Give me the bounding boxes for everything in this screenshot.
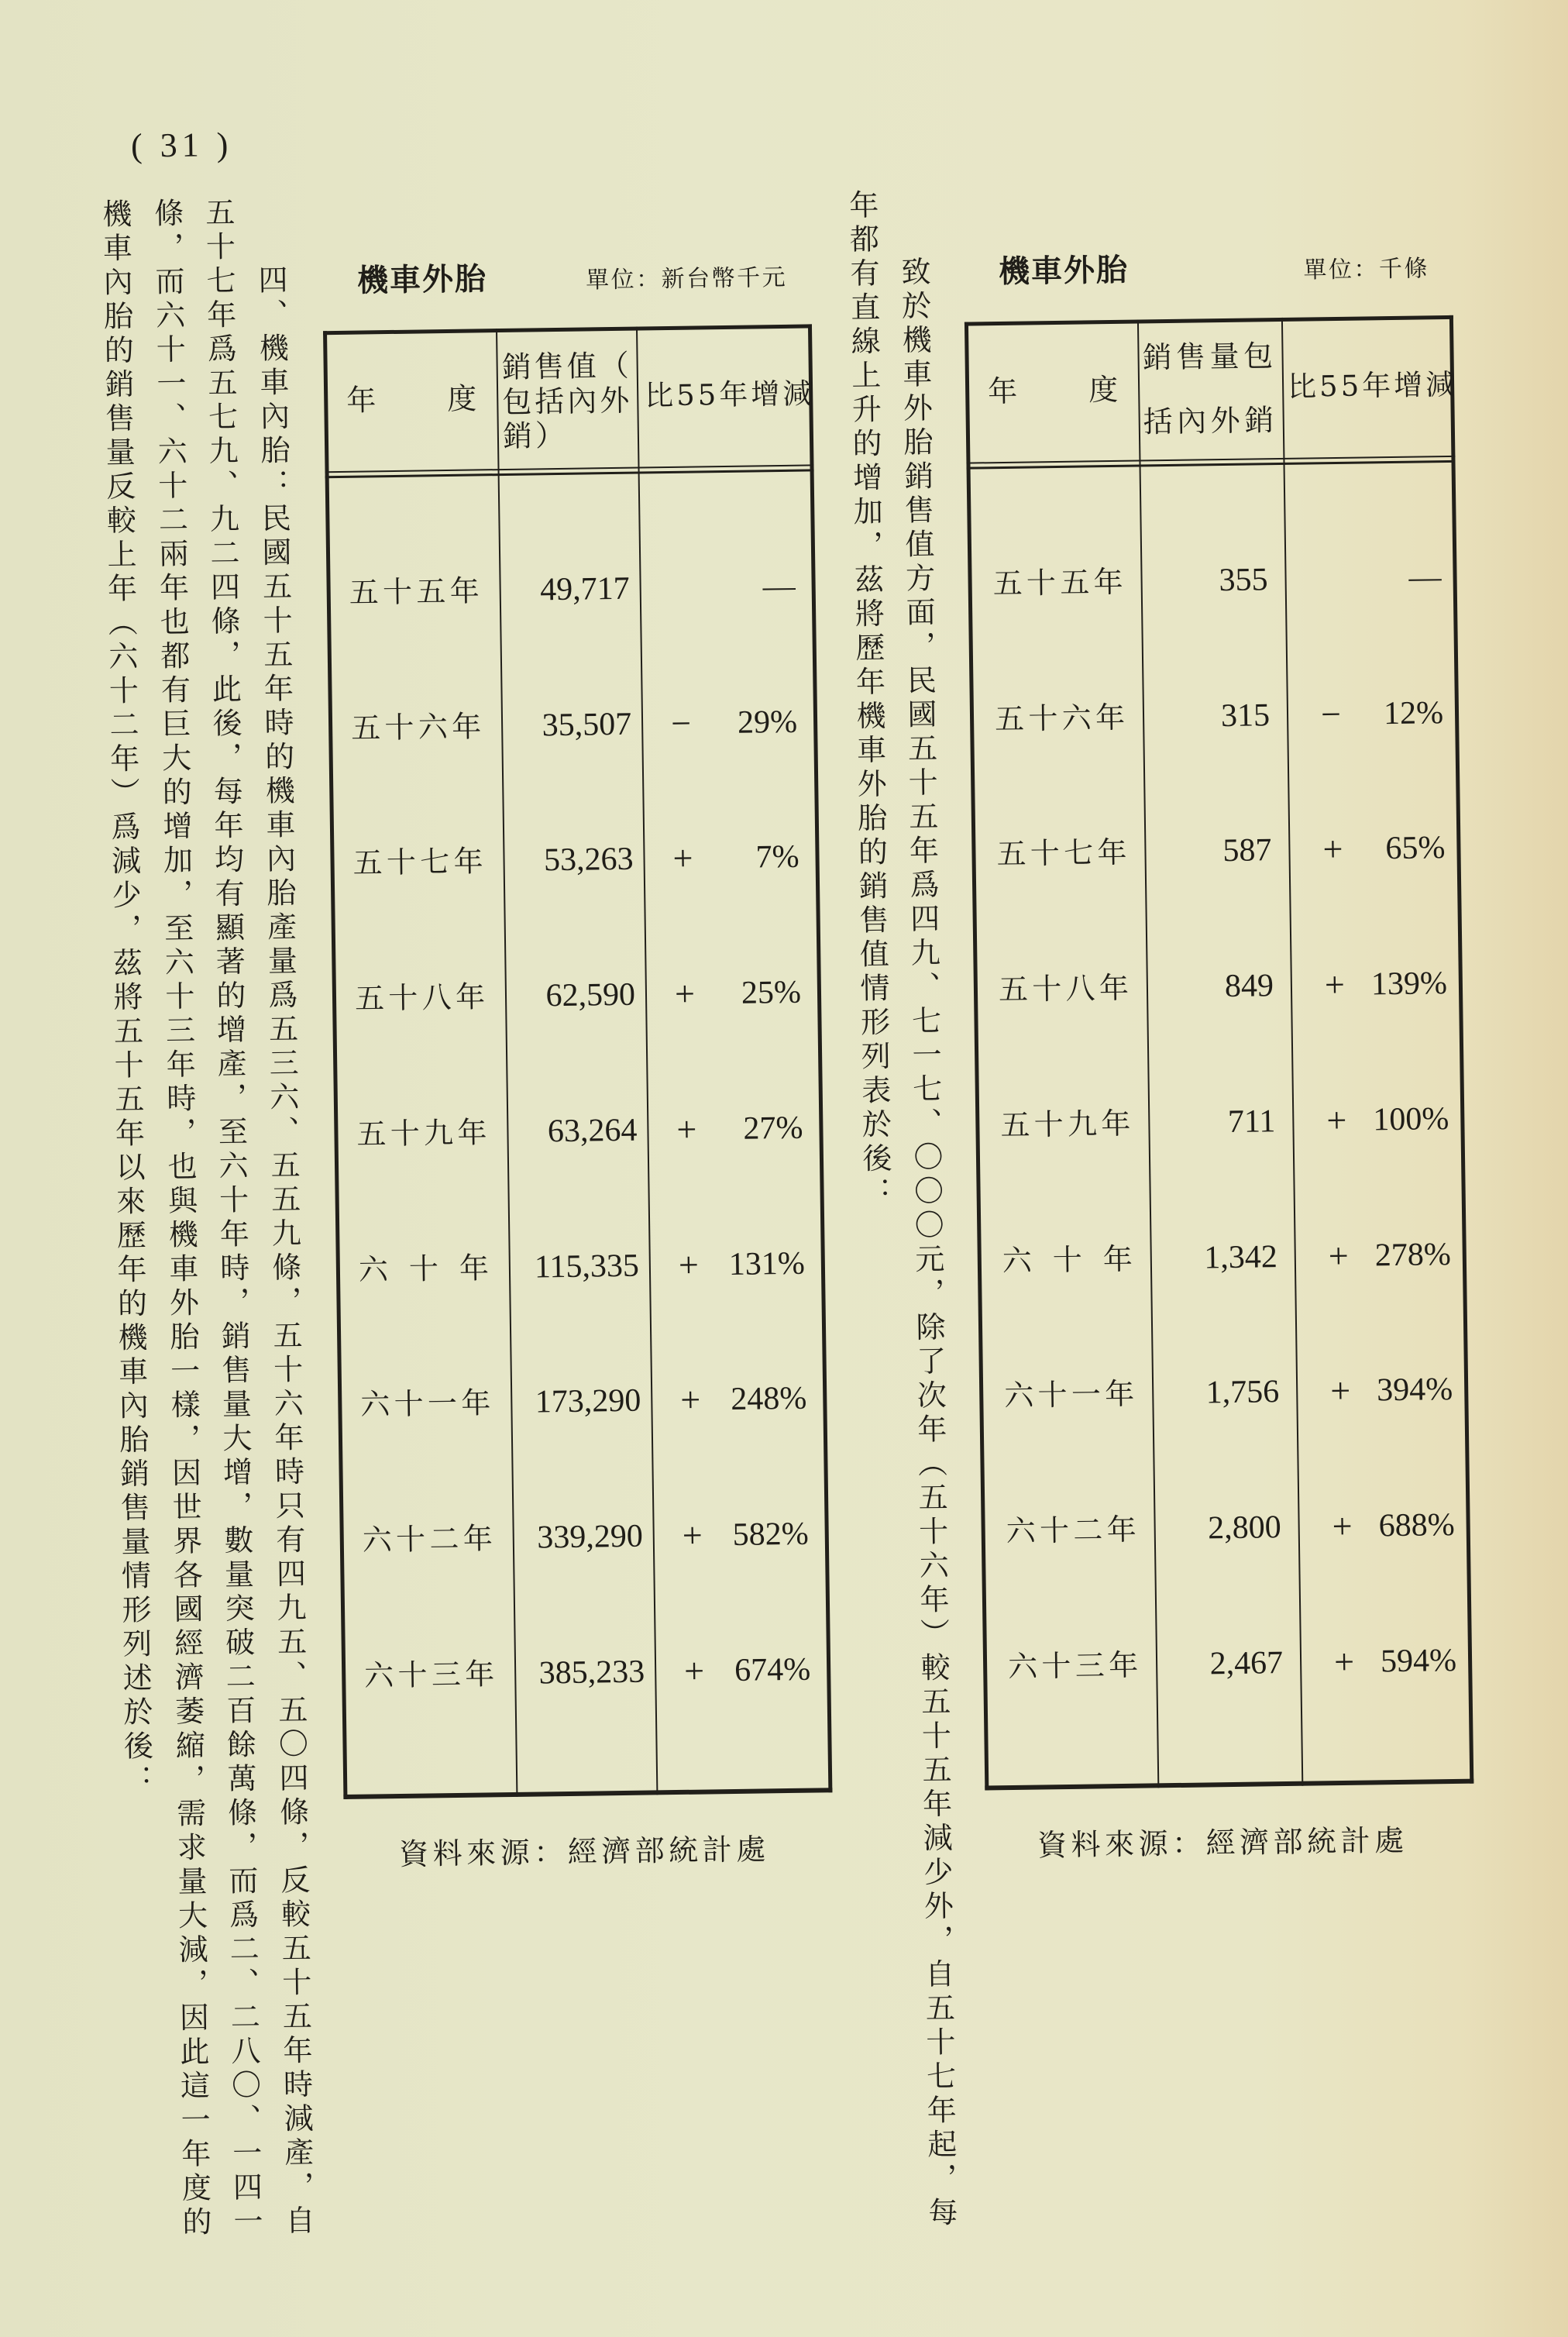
table-border-left [323,331,347,1799]
row-sign: + [678,1244,700,1285]
row-year: 六十二年 [362,1521,493,1557]
row-change: 594% [1380,1642,1457,1680]
row-value: 339,290 [536,1518,644,1556]
table-row [971,828,1461,874]
column-divider [636,327,658,1795]
row-change: 674% [734,1651,811,1688]
row-value: 849 [1224,968,1274,1005]
row-change: 12% [1383,695,1444,732]
value-table-source: 資料來源：經濟部統計處 [398,1832,770,1872]
table-row [974,964,1463,1010]
row-year: 六十三年 [363,1657,495,1693]
row-year: 五十六年 [350,709,482,745]
header-year-char: 年 [346,383,377,418]
row-value: 49,717 [539,570,631,608]
table-row [342,1650,831,1695]
row-change: 25% [741,974,802,1011]
header-change: 比55年增減 [1287,367,1458,404]
table-row [334,1108,824,1154]
value-table-unit: 單位：新台幣千元 [585,263,788,294]
header-year-char: 度 [1088,372,1119,408]
row-change: — [1408,559,1442,596]
row-sign: + [676,1109,697,1149]
header-value-line: 銷售量包 [1142,339,1277,375]
header-year-char: 年 [987,373,1018,409]
row-change: 100% [1373,1101,1449,1138]
row-change: — [762,568,796,605]
row-year: 六十一年 [1003,1376,1135,1413]
row-sign: + [1328,1235,1350,1276]
row-sign: + [679,1379,701,1420]
row-change: 248% [730,1380,807,1418]
row-value: 1,342 [1203,1239,1278,1276]
table-row [338,1378,827,1424]
row-sign: + [1333,1641,1355,1682]
row-value: 355 [1219,562,1268,599]
row-year: 五十六年 [994,700,1126,737]
row-change: 139% [1370,965,1448,1003]
header-year [988,370,1119,411]
header-value-line: 包括內外 [502,383,633,419]
row-year: 六十二年 [1006,1512,1137,1549]
row-sign: + [682,1515,703,1555]
header-year [346,379,477,419]
table-row [332,972,822,1018]
row-sign: − [670,703,692,743]
row-year: 五十八年 [354,979,486,1016]
row-value: 315 [1220,697,1271,735]
row-year: 五十九年 [356,1115,487,1151]
row-change: 29% [737,704,798,741]
text-column-1: 四、機車內胎：民國五十五年時的機車內胎產量爲五三六、五五九條，五十六年時只有四九五、五〇四條，反較五十五年時減產，自 [253,263,315,2239]
row-sign: + [1322,828,1343,869]
row-sign: − [1320,694,1342,735]
text-column-2: 五十七年爲五七九、九二四條，此後，每年均有顯著的增產，至六十年時，銷售量大增，數量突破二百餘萬條，而爲二、二八〇、一四一 [200,196,263,2240]
tire-volume-table [965,315,1473,1791]
row-value: 63,264 [547,1112,638,1150]
page-number: ( 31 ) [130,125,233,165]
row-value: 115,335 [534,1248,640,1286]
table-row [981,1506,1470,1551]
row-change: 27% [743,1110,803,1147]
row-sign [1317,559,1341,598]
row-change: 582% [732,1516,810,1553]
text-column-1: 致於機車外胎銷售值方面，民國五十五年爲四九、七一七、〇〇〇元，除了次年（五十六年）較五十五年減少外，自五十七年起，每 [896,256,958,2232]
volume-table-unit: 單位：千條 [1303,255,1430,284]
text-column-2: 年都有直線上升的增加，茲將歷年機車外胎的銷售值情形列表於後： [844,189,892,1211]
row-year: 五十九年 [1000,1106,1131,1143]
table-border-top [965,315,1453,326]
row-change: 394% [1376,1371,1453,1409]
text-column-3: 條，而六十一、六十二兩年也都有巨大的增加，至六十三年時，也與機車外胎一樣，因世界各國經濟萎縮，需求量大減，因此這一年度的 [149,197,212,2241]
table-border-right [808,324,832,1792]
table-border-left [965,322,989,1791]
row-change: 7% [755,838,799,876]
table-border-bottom [985,1779,1473,1791]
table-border-right [1449,315,1473,1784]
table-row [336,1244,826,1289]
row-year: 六十一年 [360,1385,491,1422]
row-sign: + [1324,964,1346,1005]
row-value: 385,233 [538,1654,645,1692]
row-change: 65% [1385,830,1446,867]
header-value-line: 銷售值（ [501,348,632,385]
column-divider [1137,320,1159,1788]
table-row [968,558,1457,604]
row-sign: + [1329,1370,1351,1411]
row-change: 688% [1378,1506,1455,1544]
header-value-line: 括內外銷 [1143,403,1279,439]
header-year-char: 度 [446,381,477,416]
table-row [975,1100,1465,1145]
row-value: 587 [1222,832,1272,869]
table-border-top [323,324,812,335]
table-row [977,1235,1467,1281]
row-sign: + [1332,1506,1353,1547]
table-row [970,694,1460,739]
row-sign: + [672,838,693,878]
row-value: 35,507 [542,706,632,744]
column-divider [1281,318,1303,1786]
value-table-title: 機車外胎 [356,261,488,299]
tire-value-table [323,324,832,1799]
table-row [328,702,818,748]
row-value: 711 [1227,1103,1276,1141]
table-row [979,1370,1469,1416]
row-year: 五十五年 [992,564,1123,601]
row-year: 六十三年 [1007,1647,1139,1685]
row-sign: + [1326,1100,1347,1141]
table-row [983,1641,1473,1687]
row-year: 五十七年 [996,835,1127,872]
row-year: 五十七年 [352,844,483,880]
row-value: 173,290 [535,1382,641,1420]
row-year: 五十八年 [998,970,1130,1007]
table-border-bottom [343,1788,832,1799]
row-year: 五十五年 [349,573,480,610]
volume-table-title: 機車外胎 [998,252,1130,291]
text-column-4: 機車內胎的銷售量反較上年（六十二年）爲減少，茲將五十五年以來歷年的機車內胎銷售量情形列述於後： [97,198,154,1799]
header-value-line: 銷） [502,418,569,453]
row-value: 53,263 [543,841,634,879]
volume-table-source: 資料來源：經濟部統計處 [1037,1822,1408,1863]
row-value: 2,800 [1207,1509,1282,1547]
row-value: 62,590 [545,976,636,1014]
row-sign: + [683,1650,705,1691]
row-value: 2,467 [1209,1645,1284,1682]
row-year: 六十年 [1002,1241,1133,1279]
column-divider [496,329,518,1797]
row-sign [667,569,691,607]
header-change: 比55年增減 [644,377,815,413]
row-change: 131% [728,1245,806,1283]
table-row [330,837,820,883]
row-year: 六十年 [358,1251,490,1287]
table-row [339,1514,829,1560]
row-sign: + [674,973,696,1014]
row-change: 278% [1374,1237,1452,1274]
table-row [326,566,816,612]
row-value: 1,756 [1205,1374,1280,1411]
